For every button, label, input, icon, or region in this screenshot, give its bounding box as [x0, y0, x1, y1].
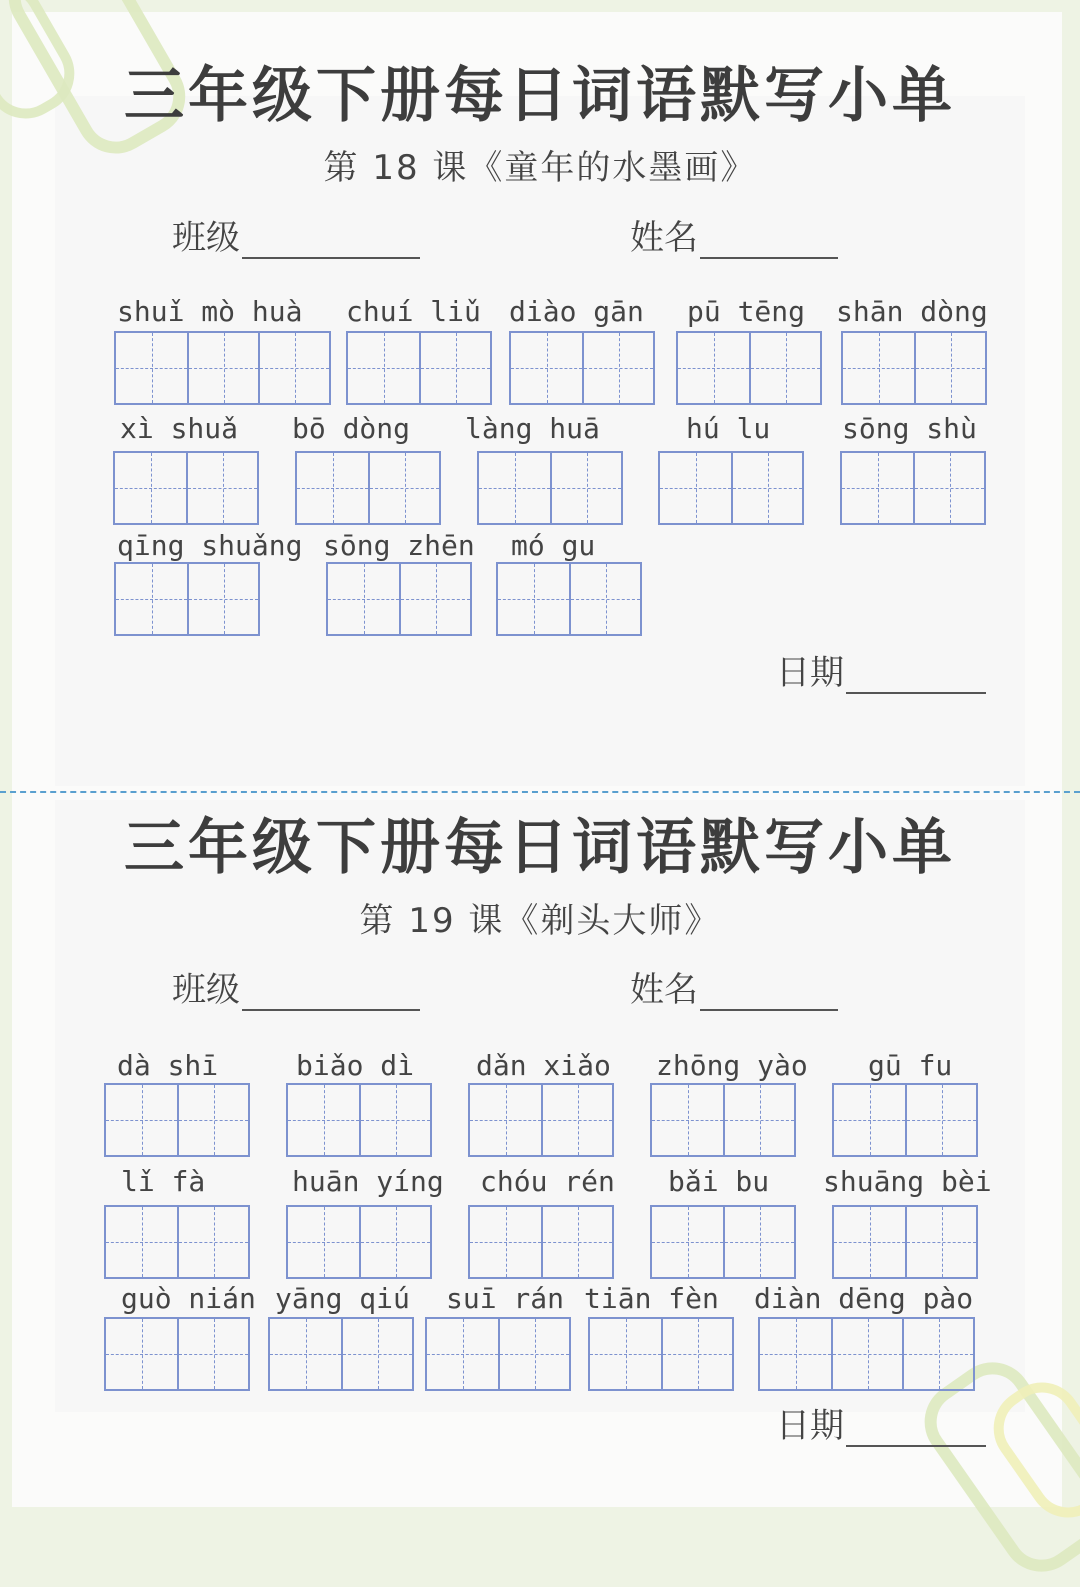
sheet-2-class-field[interactable] — [172, 962, 420, 1011]
sheet-1-class-field[interactable] — [172, 210, 420, 259]
pinyin-label: xì shuǎ — [120, 412, 239, 445]
pinyin-label: zhōng yào — [656, 1049, 808, 1082]
tian-zi-ge-cell[interactable] — [541, 1085, 612, 1155]
pinyin-label: gū fu — [868, 1049, 953, 1082]
writing-grid — [588, 1317, 734, 1391]
tian-zi-ge-cell[interactable] — [328, 564, 399, 634]
writing-grid — [104, 1317, 250, 1391]
tian-zi-ge-cell[interactable] — [843, 333, 914, 403]
writing-grid — [676, 331, 822, 405]
tian-zi-ge-cell[interactable] — [348, 333, 419, 403]
sheet-2-title: 三年级下册每日词语默写小单 — [124, 813, 956, 883]
pinyin-label: hú lu — [686, 412, 771, 445]
tian-zi-ge-cell[interactable] — [115, 453, 186, 523]
tian-zi-ge-cell[interactable] — [341, 1319, 412, 1389]
sheet-1-name-field[interactable] — [630, 210, 838, 259]
pinyin-label: diàn dēng pào — [754, 1282, 974, 1315]
tian-zi-ge-cell[interactable] — [511, 333, 582, 403]
tian-zi-ge-cell[interactable] — [569, 564, 640, 634]
tian-zi-ge-cell[interactable] — [582, 333, 653, 403]
writing-grid — [758, 1317, 975, 1391]
date-label: 日期 — [776, 653, 844, 693]
pinyin-label: tiān fèn — [584, 1282, 719, 1315]
tian-zi-ge-cell[interactable] — [498, 1319, 569, 1389]
pinyin-label: huān yíng — [292, 1165, 444, 1198]
writing-grid — [477, 451, 623, 525]
tian-zi-ge-cell[interactable] — [590, 1319, 661, 1389]
tian-zi-ge-cell[interactable] — [177, 1085, 248, 1155]
tian-zi-ge-cell[interactable] — [106, 1207, 177, 1277]
tian-zi-ge-cell[interactable] — [399, 564, 470, 634]
pinyin-label: shān dòng — [836, 295, 988, 328]
writing-grid — [286, 1083, 432, 1157]
pinyin-label: shuāng bèi — [823, 1165, 992, 1198]
writing-grid — [425, 1317, 571, 1391]
tian-zi-ge-cell[interactable] — [427, 1319, 498, 1389]
name-label: 姓名 — [630, 218, 698, 258]
tian-zi-ge-cell[interactable] — [106, 1319, 177, 1389]
sheet-2-date-field[interactable] — [776, 1398, 986, 1447]
tian-zi-ge-cell[interactable] — [731, 453, 802, 523]
writing-grid — [113, 451, 259, 525]
tian-zi-ge-cell[interactable] — [187, 333, 258, 403]
tian-zi-ge-cell[interactable] — [660, 453, 731, 523]
pinyin-label: mó gu — [511, 529, 596, 562]
writing-grid — [841, 331, 987, 405]
writing-grid — [468, 1083, 614, 1157]
tian-zi-ge-cell[interactable] — [760, 1319, 831, 1389]
tian-zi-ge-cell[interactable] — [177, 1207, 248, 1277]
tian-zi-ge-cell[interactable] — [479, 453, 550, 523]
tian-zi-ge-cell[interactable] — [834, 1085, 905, 1155]
sheet-1-date-field[interactable] — [776, 645, 986, 694]
date-blank-line[interactable] — [846, 690, 986, 694]
tian-zi-ge-cell[interactable] — [914, 333, 985, 403]
writing-grid — [104, 1205, 250, 1279]
pinyin-label: qīng shuǎng — [117, 529, 303, 562]
class-label: 班级 — [172, 970, 240, 1010]
name-label: 姓名 — [630, 970, 698, 1010]
tian-zi-ge-cell[interactable] — [652, 1085, 723, 1155]
date-label: 日期 — [776, 1406, 844, 1446]
tian-zi-ge-cell[interactable] — [842, 453, 913, 523]
tian-zi-ge-cell[interactable] — [470, 1207, 541, 1277]
class-blank-line[interactable] — [242, 1007, 420, 1011]
tian-zi-ge-cell[interactable] — [288, 1085, 359, 1155]
tian-zi-ge-cell[interactable] — [913, 453, 984, 523]
date-blank-line[interactable] — [846, 1443, 986, 1447]
pinyin-label: dǎn xiǎo — [476, 1049, 611, 1082]
cut-line-divider — [0, 791, 1080, 793]
writing-grid — [114, 562, 260, 636]
tian-zi-ge-cell[interactable] — [661, 1319, 732, 1389]
tian-zi-ge-cell[interactable] — [359, 1085, 430, 1155]
pinyin-label: bō dòng — [292, 412, 411, 445]
writing-grid — [468, 1205, 614, 1279]
tian-zi-ge-cell[interactable] — [419, 333, 490, 403]
pinyin-label: biǎo dì — [296, 1049, 415, 1082]
writing-grid — [286, 1205, 432, 1279]
tian-zi-ge-cell[interactable] — [902, 1319, 973, 1389]
writing-grid — [658, 451, 804, 525]
pinyin-label: bǎi bu — [668, 1165, 770, 1198]
pinyin-label: chuí liǔ — [346, 295, 481, 328]
tian-zi-ge-cell[interactable] — [678, 333, 749, 403]
tian-zi-ge-cell[interactable] — [723, 1207, 794, 1277]
pinyin-label: pū tēng — [687, 295, 806, 328]
writing-grid — [346, 331, 492, 405]
tian-zi-ge-cell[interactable] — [288, 1207, 359, 1277]
sheet-1-title: 三年级下册每日词语默写小单 — [124, 61, 956, 131]
class-blank-line[interactable] — [242, 255, 420, 259]
writing-grid — [840, 451, 986, 525]
sheet-2-lesson-title: 第 19 课《剃头大师》 — [359, 901, 721, 941]
tian-zi-ge-cell[interactable] — [550, 453, 621, 523]
pinyin-label: sōng zhēn — [323, 529, 475, 562]
writing-grid — [295, 451, 441, 525]
tian-zi-ge-cell[interactable] — [652, 1207, 723, 1277]
class-label: 班级 — [172, 218, 240, 258]
sheet-1-lesson-title: 第 18 课《童年的水墨画》 — [323, 148, 757, 188]
tian-zi-ge-cell[interactable] — [359, 1207, 430, 1277]
tian-zi-ge-cell[interactable] — [297, 453, 368, 523]
tian-zi-ge-cell[interactable] — [258, 333, 329, 403]
pinyin-label: shuǐ mò huà — [117, 295, 303, 328]
tian-zi-ge-cell[interactable] — [368, 453, 439, 523]
pinyin-label: suī rán — [446, 1282, 565, 1315]
name-blank-line[interactable] — [700, 255, 838, 259]
tian-zi-ge-cell[interactable] — [541, 1207, 612, 1277]
sheet-2-name-field[interactable] — [630, 962, 838, 1011]
tian-zi-ge-cell[interactable] — [749, 333, 820, 403]
tian-zi-ge-cell[interactable] — [270, 1319, 341, 1389]
tian-zi-ge-cell[interactable] — [905, 1207, 976, 1277]
tian-zi-ge-cell[interactable] — [116, 564, 187, 634]
pinyin-label: dà shī — [117, 1049, 219, 1082]
writing-grid — [650, 1083, 796, 1157]
writing-grid — [832, 1083, 978, 1157]
tian-zi-ge-cell[interactable] — [186, 453, 257, 523]
tian-zi-ge-cell[interactable] — [723, 1085, 794, 1155]
pinyin-label: guò nián — [121, 1282, 256, 1315]
tian-zi-ge-cell[interactable] — [470, 1085, 541, 1155]
writing-grid — [650, 1205, 796, 1279]
writing-grid — [509, 331, 655, 405]
name-blank-line[interactable] — [700, 1007, 838, 1011]
pinyin-label: làng huā — [465, 412, 600, 445]
pinyin-label: yāng qiú — [275, 1282, 410, 1315]
pinyin-label: diào gān — [509, 295, 644, 328]
writing-grid — [326, 562, 472, 636]
writing-grid — [114, 331, 331, 405]
writing-grid — [104, 1083, 250, 1157]
pinyin-label: sōng shù — [842, 412, 977, 445]
tian-zi-ge-cell[interactable] — [177, 1319, 248, 1389]
tian-zi-ge-cell[interactable] — [831, 1319, 902, 1389]
pinyin-label: lǐ fà — [121, 1165, 206, 1198]
writing-grid — [496, 562, 642, 636]
tian-zi-ge-cell[interactable] — [834, 1207, 905, 1277]
pinyin-label: chóu rén — [480, 1165, 615, 1198]
tian-zi-ge-cell[interactable] — [187, 564, 258, 634]
tian-zi-ge-cell[interactable] — [106, 1085, 177, 1155]
writing-grid — [268, 1317, 414, 1391]
tian-zi-ge-cell[interactable] — [116, 333, 187, 403]
tian-zi-ge-cell[interactable] — [905, 1085, 976, 1155]
tian-zi-ge-cell[interactable] — [498, 564, 569, 634]
writing-grid — [832, 1205, 978, 1279]
